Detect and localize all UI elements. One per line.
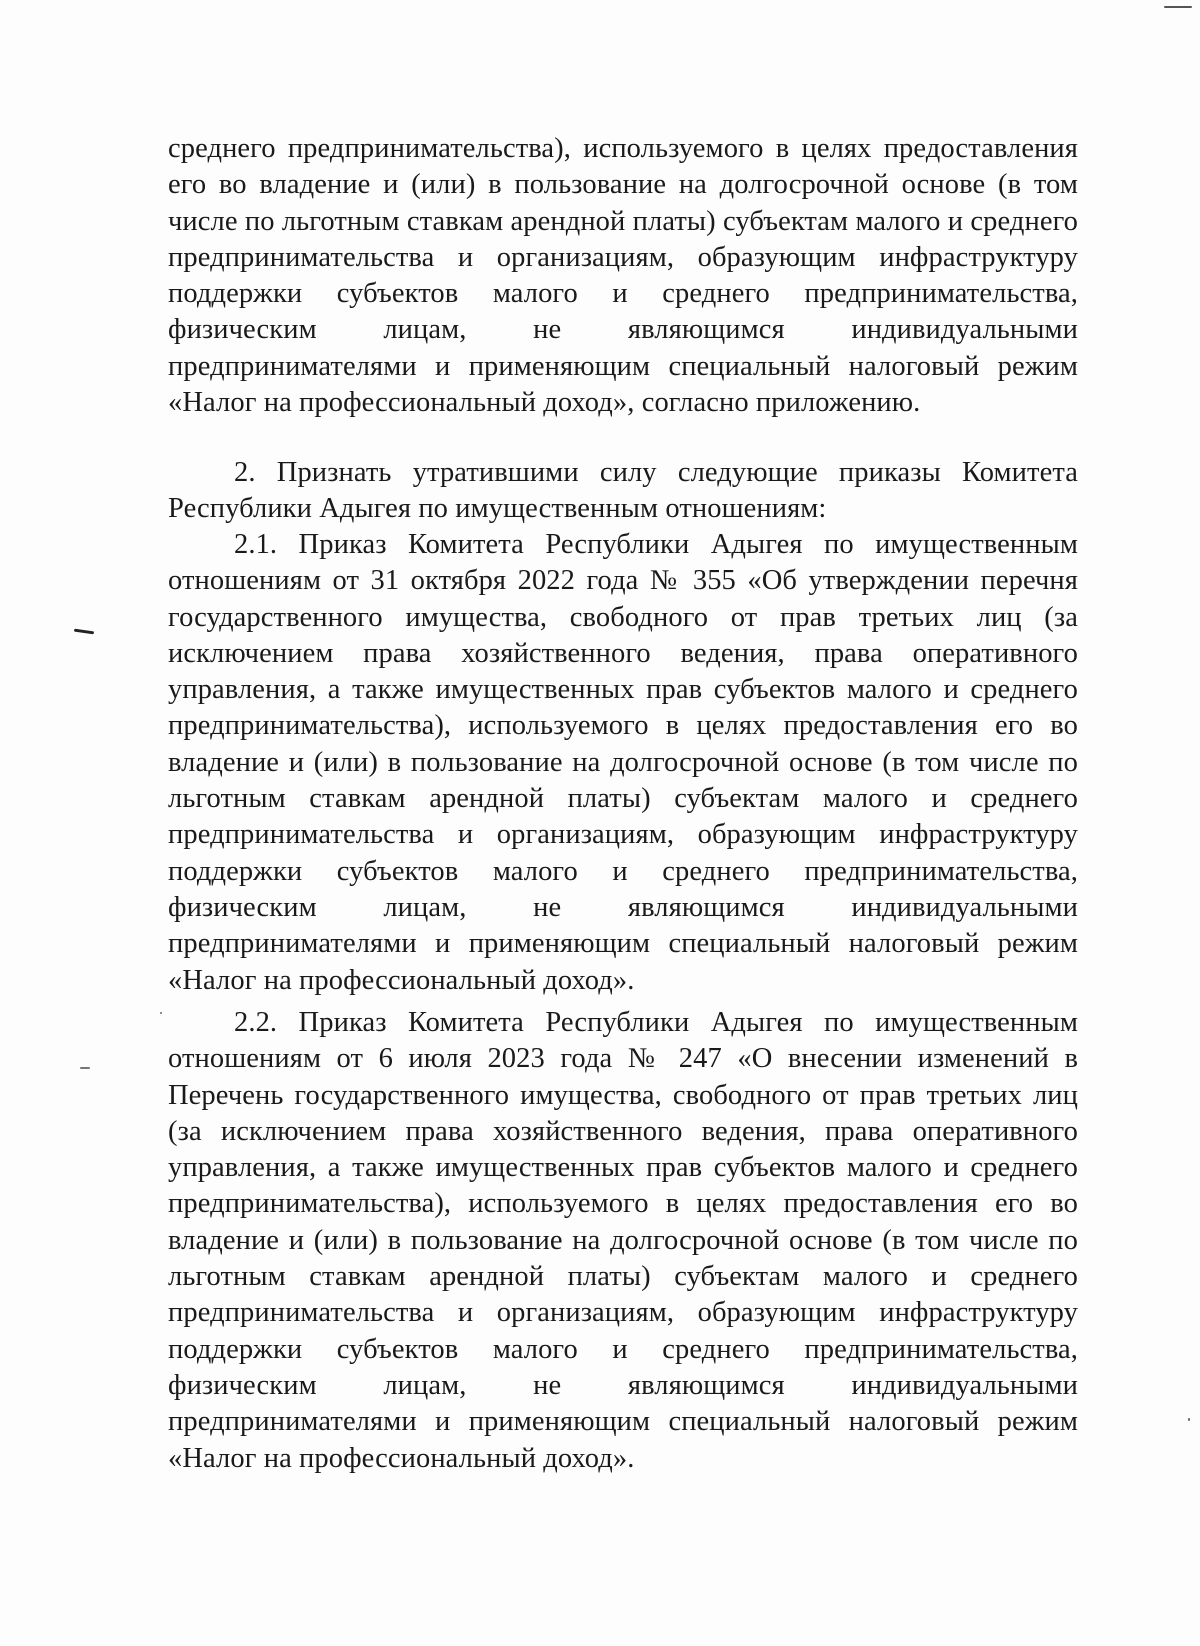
item-2-paragraph: 2. Признать утратившими силу следующие приказы Комитета Республики Адыгея по имущественным отношениям: xyxy=(168,457,1078,525)
scan-artifact-top-right xyxy=(1164,6,1192,8)
item-2-2-paragraph: 2.2. Приказ Комитета Республики Адыгея по имущественным отношениям от 6 июля 2023 года № 247 «О внесении изменений в Перечень государственного имущества, свободного от прав третьих лиц (за исключением права хозяйственного ведения, права оперативного управления, а также имущественных прав субъектов малого и среднего предпринимательства), используемого в целях предоставления его во владение и (или) в пользование на долгосрочной основе (в том числе по льготным ставкам арендной платы) субъектам малого и среднего предпринимательства и организациям, образующим инфраструктуру поддержки субъектов малого и среднего предпринимательства, физическим лицам, не являющимся индивидуальными предпринимателями и применяющим специальный налоговый режим «Налог на профессиональный доход». xyxy=(168,1007,1078,1474)
intro-paragraph: среднего предпринимательства), используемого в целях предоставления его во владение и (или) в пользование на долгосрочной основе (в том числе по льготным ставкам арендной платы) субъектам малого и среднего предпринимательства и организациям, образующим инфраструктуру поддержки субъектов малого и среднего предпринимательства, физическим лицам, не являющимся индивидуальными предпринимателями и применяющим специальный налоговый режим «Налог на профессиональный доход», согласно приложению. xyxy=(168,133,1078,419)
scan-artifact-left-2 xyxy=(80,1067,90,1069)
scan-artifact-left-1 xyxy=(74,629,94,635)
scan-artifact-dot-1 xyxy=(160,1012,162,1014)
item-2-1-paragraph: 2.1. Приказ Комитета Республики Адыгея по имущественным отношениям от 31 октября 2022 года № 355 «Об утверждении перечня государственного имущества, свободного от прав третьих лиц (за исключением права хозяйственного ведения, права оперативного управления, а также имущественных прав субъектов малого и среднего предпринимательства), используемого в целях предоставления его во владение и (или) в пользование на долгосрочной основе (в том числе по льготным ставкам арендной платы) субъектам малого и среднего предпринимательства и организациям, образующим инфраструктуру поддержки субъектов малого и среднего предпринимательства, физическим лицам, не являющимся индивидуальными предпринимателями и применяющим специальный налоговый режим «Налог на профессиональный доход». xyxy=(168,529,1078,996)
scan-artifact-dot-2 xyxy=(1188,1418,1190,1421)
